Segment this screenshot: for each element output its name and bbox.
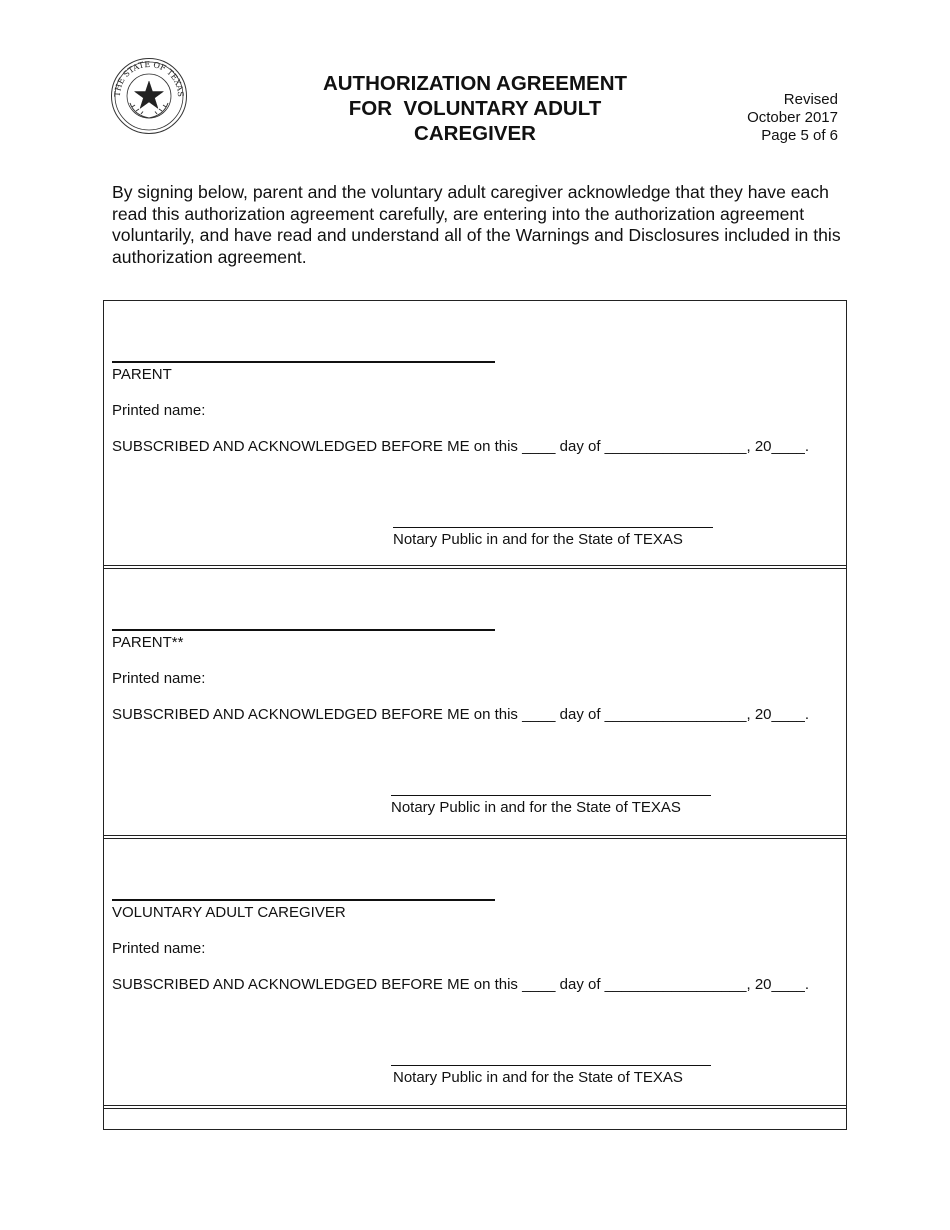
notary-label: Notary Public in and for the State of TEXAS [393, 1069, 683, 1086]
revised-date: October 2017 [747, 109, 838, 126]
signer-role: VOLUNTARY ADULT CAREGIVER [112, 904, 346, 921]
printed-name-label: Printed name: [112, 402, 206, 419]
state-of-texas-seal [110, 57, 188, 135]
page-number: Page 5 of 6 [761, 127, 838, 144]
notary-signature-line[interactable] [391, 1065, 711, 1066]
parent-signature-line[interactable] [112, 629, 495, 631]
signature-block-caregiver [104, 839, 846, 1105]
signature-block-second-parent [104, 569, 846, 835]
notary-label: Notary Public in and for the State of TEXAS [391, 799, 681, 816]
notary-signature-line[interactable] [393, 527, 713, 528]
signer-role: PARENT [112, 366, 172, 383]
signer-role: PARENT** [112, 634, 184, 651]
notary-label: Notary Public in and for the State of TEXAS [393, 531, 683, 548]
subscribed-statement: SUBSCRIBED AND ACKNOWLEDGED BEFORE ME on this ____ day of _________________, 20____. [112, 706, 810, 723]
title-line-1: AUTHORIZATION AGREEMENT [322, 72, 628, 95]
caregiver-signature-line[interactable] [112, 899, 495, 901]
acknowledgement-paragraph: By signing below, parent and the voluntary adult caregiver acknowledge that they have each read this authorization agreement carefully, are entering into the authorization agreement voluntarily, and have read and understand all of the Warnings and Disclosures included in this authorization agreement. [112, 182, 841, 267]
revised-label: Revised [783, 91, 838, 108]
seal-text: THE STATE OF TEXAS [112, 59, 186, 98]
subscribed-statement: SUBSCRIBED AND ACKNOWLEDGED BEFORE ME on this ____ day of _________________, 20____. [112, 438, 810, 455]
seal-icon [110, 57, 188, 135]
title-line-3: CAREGIVER [414, 122, 536, 145]
signature-block-parent [104, 301, 846, 565]
parent-signature-line[interactable] [112, 361, 495, 363]
title-line-2: FOR VOLUNTARY ADULT [348, 97, 602, 120]
notary-signature-line[interactable] [391, 795, 711, 796]
signature-table [103, 300, 847, 1130]
block-divider [104, 1105, 846, 1109]
printed-name-label: Printed name: [112, 940, 206, 957]
revision-info [747, 91, 838, 145]
subscribed-statement: SUBSCRIBED AND ACKNOWLEDGED BEFORE ME on this ____ day of _________________, 20____. [112, 976, 810, 993]
document-title [290, 71, 660, 146]
printed-name-label: Printed name: [112, 670, 206, 687]
